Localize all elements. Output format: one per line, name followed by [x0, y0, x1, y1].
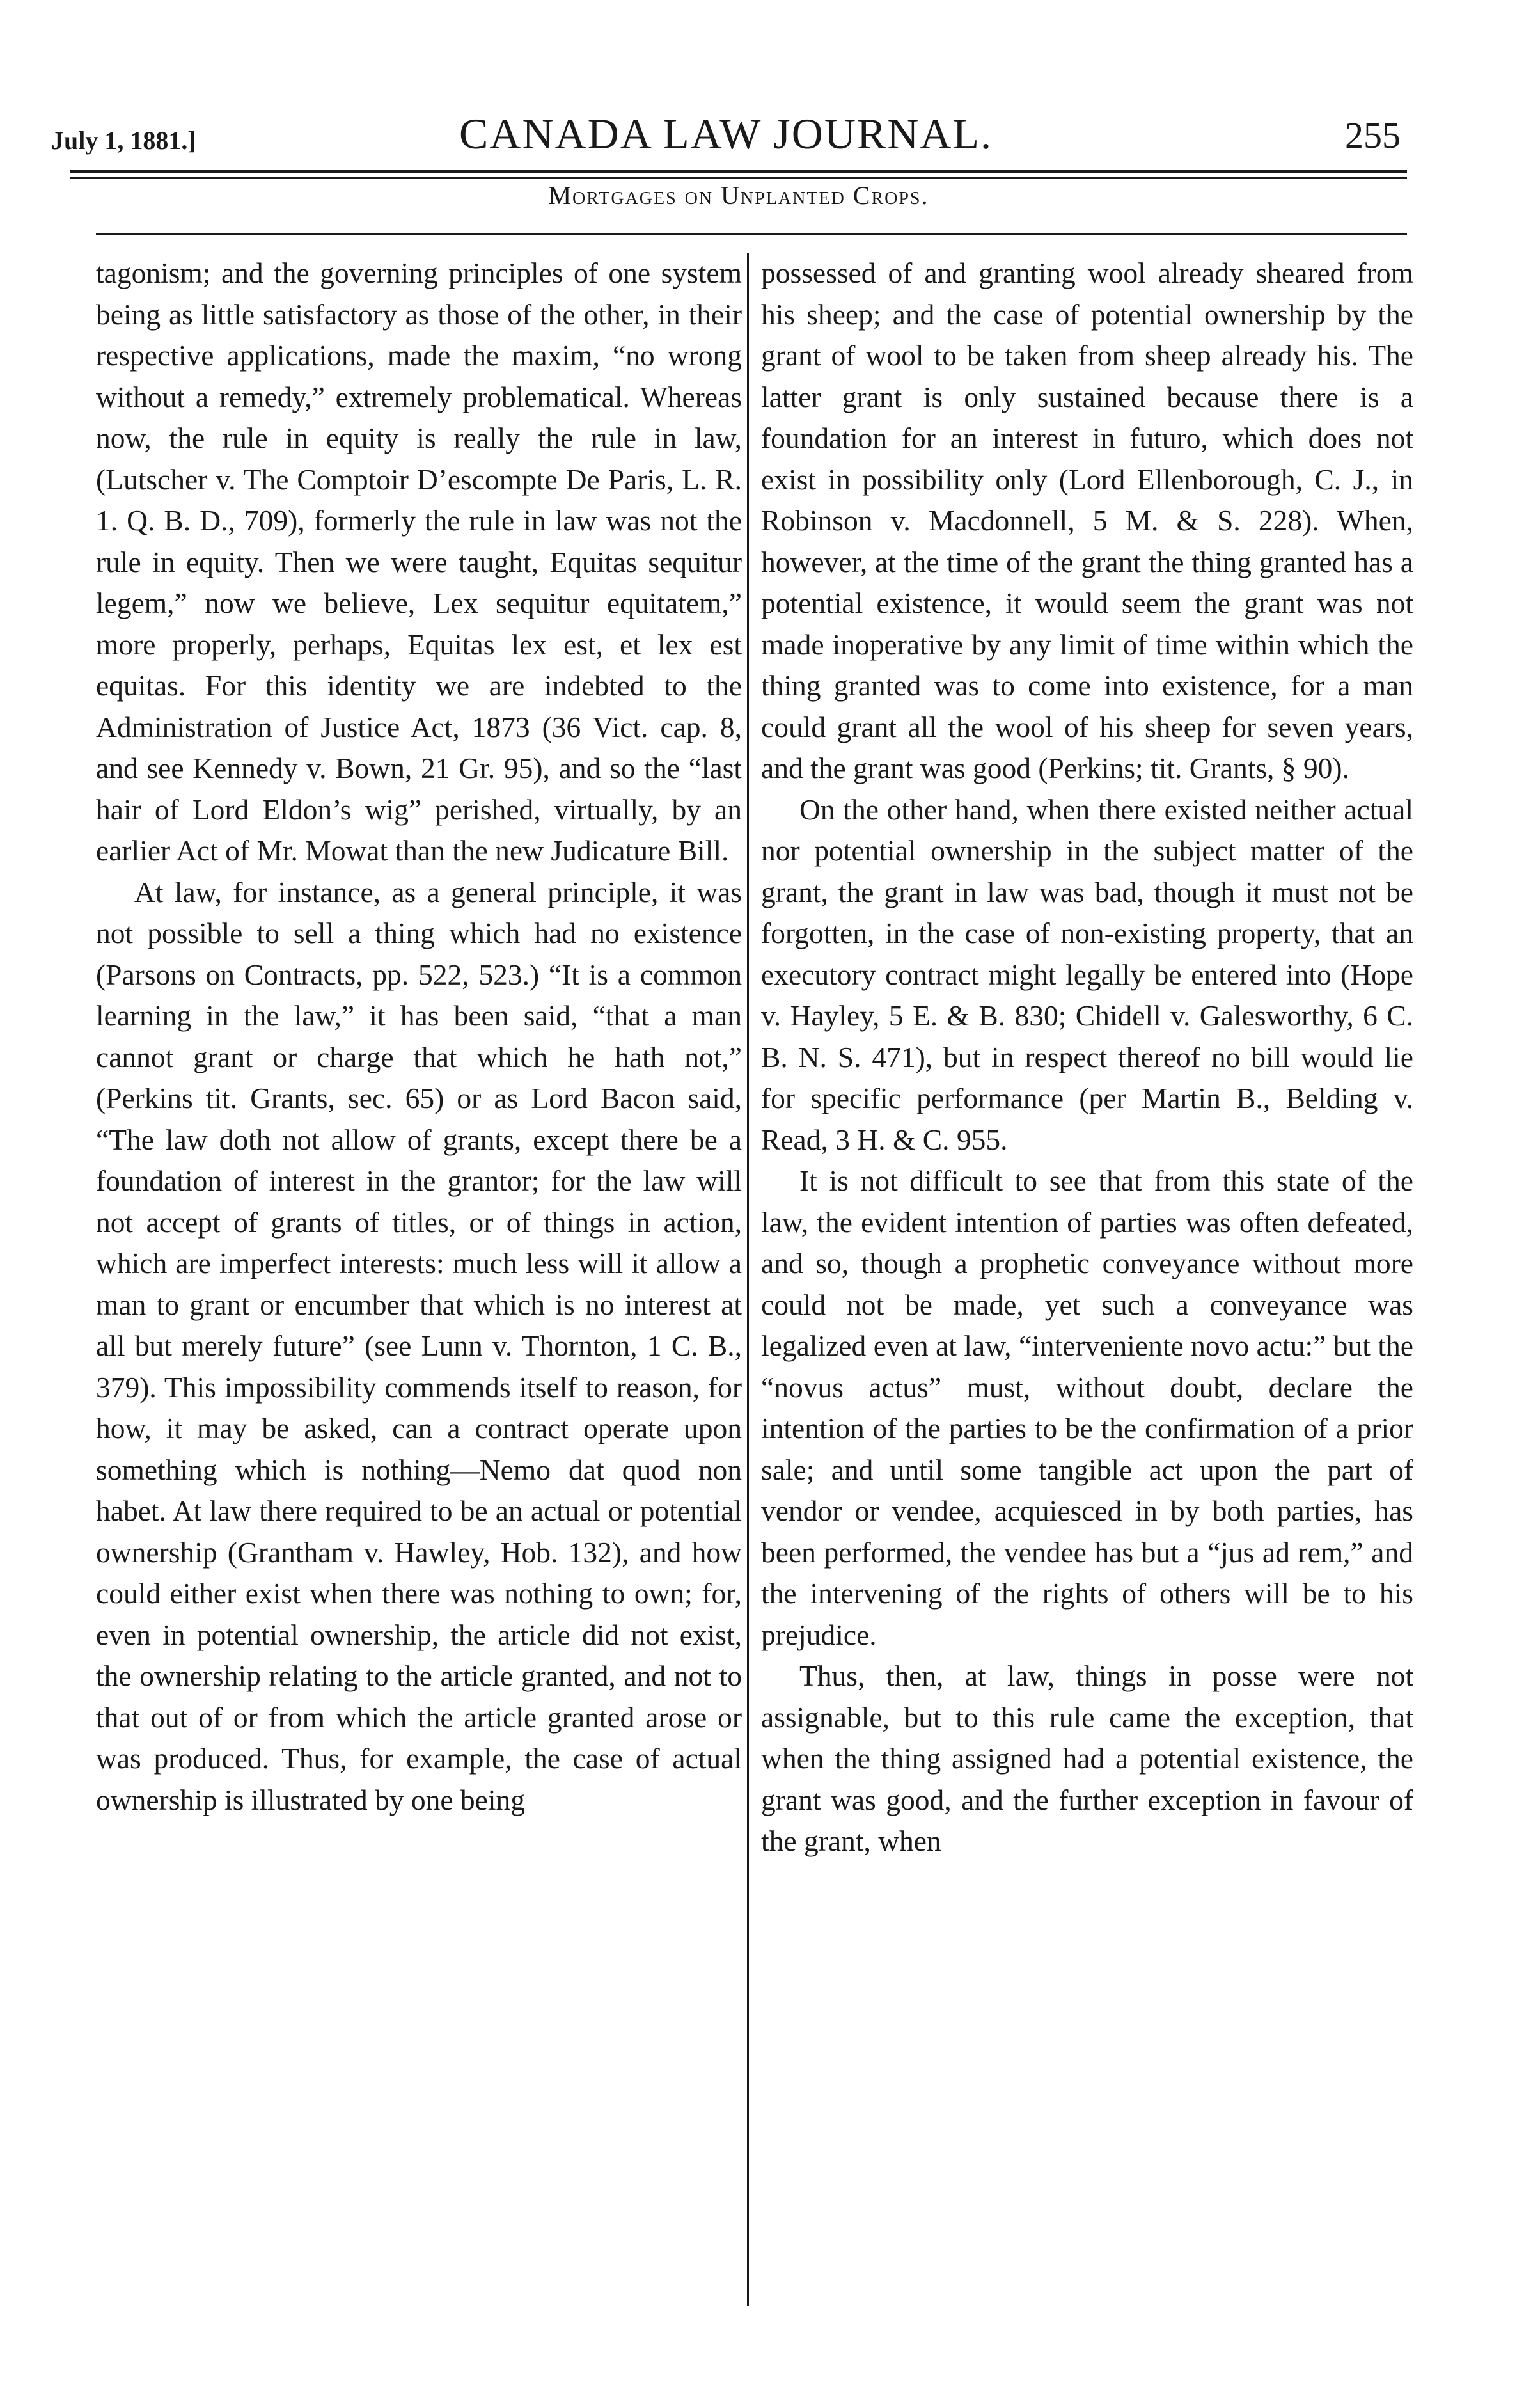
- left-column: [96, 253, 742, 1821]
- journal-title: CANADA LAW JOURNAL.: [459, 109, 993, 158]
- running-head: [51, 109, 1401, 166]
- header-rule-bottom: [70, 177, 1407, 179]
- section-rule: [96, 233, 1407, 235]
- paragraph: Thus, then, at law, things in posse were not assignable, but to this rule came the exception, that when the thing assigned had a potential existence, the grant was good, and the further exception in favour of the grant, when: [761, 1659, 1413, 1857]
- paragraph: At law, for instance, as a general principle, it was not possible to sell a thing which had no existence (Parsons on Contracts, pp. 522, 523.) “It is a common learning in the law,” it has been said, “that a man cannot grant or charge that which he hath not,” (Perkins tit. Grants, sec. 65) or as Lord Bacon said, “The law doth not allow of grants, except there be a foundation of interest in the grantor; for the law will not accept of grants of titles, or of things in action, which are imperfect interests: much less will it allow a man to grant or encumber that which is no interest at all but merely future” (see Lunn v. Thornton, 1 C. B., 379). This impossibility commends itself to reason, for how, it may be asked, can a contract operate upon something which is nothing—Nemo dat quod non habet. At law there required to be an actual or potential ownership (Grantham v. Hawley, Hob. 132), and how could either exist when there was nothing to own; for, even in potential ownership, the article did not exist, the ownership relating to the article granted, and not to that out of or from which the article granted arose or was produced. Thus, for example, the case of actual ownership is illustrated by one being: [96, 875, 742, 1816]
- paragraph: possessed of and granting wool already sheared from his sheep; and the case of potential ownership by the grant of wool to be taken from sheep already his. The latter grant is only sustained because there is a foundation for an interest in futuro, which does not exist in possibility only (Lord Ellenborough, C. J., in Robinson v. Macdonnell, 5 M. & S. 228). When, however, at the time of the grant the thing granted has a potential existence, it would seem the grant was not made inoperative by any limit of time within which the thing granted was to come into existence, for a man could grant all the wool of his sheep for seven years, and the grant was good (Perkins; tit. Grants, § 90).: [761, 257, 1413, 784]
- column-divider: [747, 253, 749, 2306]
- paragraph: On the other hand, when there existed neither actual nor potential ownership in the subject matter of the grant, the grant in law was bad, though it must not be forgotten, in the case of non-existing property, that an executory contract might legally be entered into (Hope v. Hayley, 5 E. & B. 830; Chidell v. Galesworthy, 6 C. B. N. S. 471), but in respect thereof no bill would lie for specific performance (per Martin B., Belding v. Read, 3 H. & C. 955.: [761, 793, 1413, 1156]
- section-title: Mortgages on Unplanted Crops.: [548, 181, 929, 210]
- paragraph: tagonism; and the governing principles of one system being as little satisfactory as those of the other, in their respective applications, made the maxim, “no wrong without a remedy,” extremely problematical. Whereas now, the rule in equity is really the rule in law, (Lutscher v. The Comptoir D’escompte De Paris, L. R. 1. Q. B. D., 709), formerly the rule in law was not the rule in equity. Then we were taught, Equitas sequitur legem,” now we believe, Lex sequitur equitatem,” more properly, perhaps, Equitas lex est, et lex est equitas. For this identity we are indebted to the Administration of Justice Act, 1873 (36 Vict. cap. 8, and see Kennedy v. Bown, 21 Gr. 95), and so the “last hair of Lord Eldon’s wig” perished, virtually, by an earlier Act of Mr. Mowat than the new Judicature Bill.: [96, 257, 742, 867]
- header-rule-top: [70, 170, 1407, 173]
- issue-date: July 1, 1881.]: [51, 126, 196, 155]
- paragraph: It is not difficult to see that from this state of the law, the evident intention of parties was often defeated, and so, though a prophetic conveyance without more could not be made, yet such a conveyance was legalized even at law, “interveniente novo actu:” but the “novus actus” must, without doubt, declare the intention of the parties to be the confirmation of a prior sale; and until some tangible act upon the part of vendor or vendee, acquiesced in by both parties, has been performed, the vendee has but a “jus ad rem,” and the intervening of the rights of others will be to his prejudice.: [761, 1164, 1413, 1651]
- right-column: [761, 253, 1413, 1862]
- page-number: 255: [1345, 115, 1401, 156]
